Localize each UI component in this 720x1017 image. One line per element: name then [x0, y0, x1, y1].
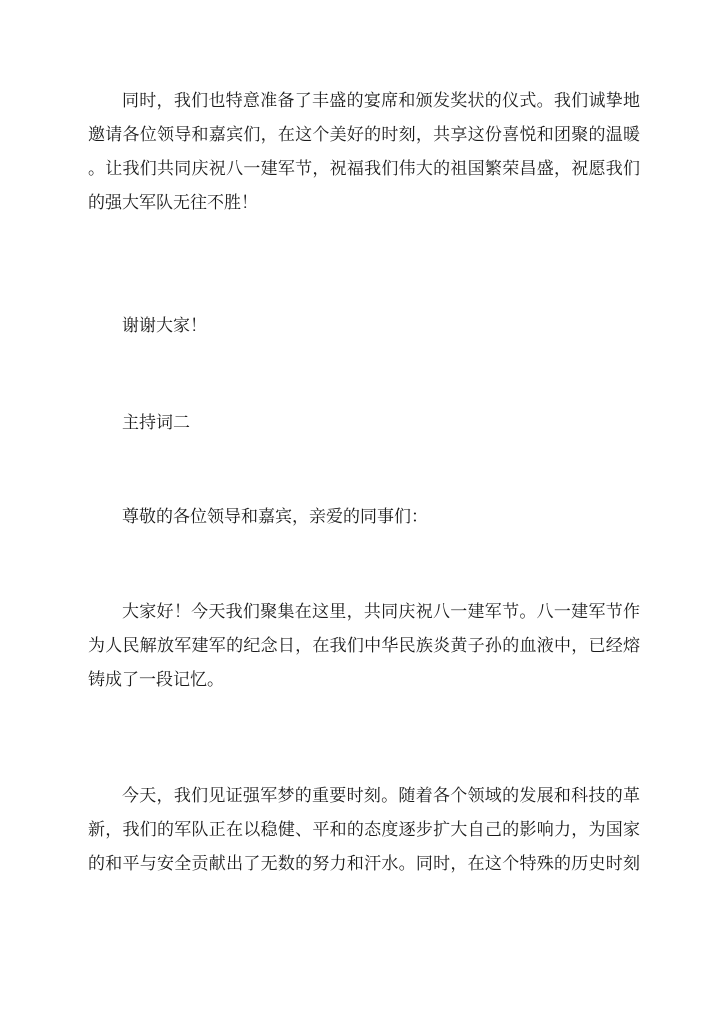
- text-line: 的强大军队无往不胜！: [88, 193, 258, 213]
- paragraph-strong-army-dream: [88, 779, 640, 881]
- paragraph-salutation: [88, 500, 640, 534]
- text-line: 铸成了一段记忆。: [88, 670, 224, 690]
- section-heading: [88, 406, 640, 440]
- text-line: 主持词二: [122, 413, 190, 433]
- text-line: 新，我们的军队正在以稳健、平和的态度逐步扩大自己的影响力，为国家: [88, 820, 640, 840]
- text-line: 邀请各位领导和嘉宾们，在这个美好的时刻，共享这份喜悦和团聚的温暖: [88, 125, 640, 145]
- text-line: 为人民解放军建军的纪念日，在我们中华民族炎黄子孙的血液中，已经熔: [88, 636, 640, 656]
- text-line: 尊敬的各位领导和嘉宾，亲爱的同事们：: [122, 507, 428, 527]
- text-line: 今天，我们见证强军梦的重要时刻。随着各个领域的发展和科技的革: [122, 786, 640, 806]
- text-line: 大家好！今天我们聚集在这里，共同庆祝八一建军节。八一建军节作: [122, 602, 640, 622]
- paragraph-greeting: [88, 595, 640, 697]
- text-line: 同时，我们也特意准备了丰盛的宴席和颁发奖状的仪式。我们诚挚地: [122, 91, 640, 111]
- paragraph-banquet-invitation: [88, 84, 640, 220]
- paragraph-thanks: [88, 309, 640, 343]
- text-line: 谢谢大家！: [122, 316, 207, 336]
- text-line: 的和平与安全贡献出了无数的努力和汗水。同时，在这个特殊的历史时刻: [88, 854, 640, 874]
- text-line: 。让我们共同庆祝八一建军节，祝福我们伟大的祖国繁荣昌盛，祝愿我们: [88, 159, 640, 179]
